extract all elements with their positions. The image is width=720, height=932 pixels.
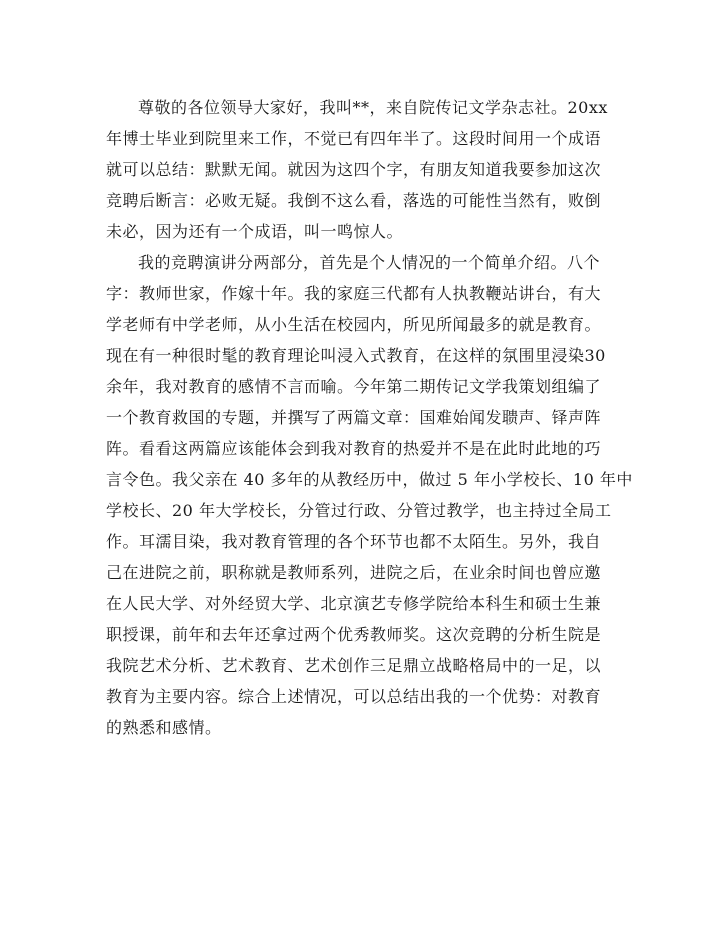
text-line: 我的竞聘演讲分两部分，首先是个人情况的一个简单介绍。八个 (138, 253, 601, 272)
text-line: 现在有一种很时髦的教育理论叫浸入式教育，在这样的氛围里浸染30 (106, 346, 606, 365)
paragraph-1 (106, 92, 626, 247)
text-line: 学校长、20 年大学校长，分管过行政、分管过教学，也主持过全局工 (106, 501, 612, 520)
paragraph-2 (106, 247, 633, 743)
text-line: 阵。看看这两篇应该能体会到我对教育的热爱并不是在此时此地的巧 (106, 439, 602, 458)
text-line: 一个教育救国的专题，并撰写了两篇文章：国难始闻发聩声、铎声阵 (106, 408, 602, 427)
text-line: 作。耳濡目染，我对教育管理的各个环节也都不太陌生。另外，我自 (106, 532, 602, 551)
text-line: 己在进院之前，职称就是教师系列，进院之后，在业余时间也曾应邀 (106, 563, 602, 582)
text-line: 在人民大学、对外经贸大学、北京演艺专修学院给本科生和硕士生兼 (106, 594, 602, 613)
text-line: 言令色。我父亲在 40 多年的从教经历中，做过 5 年小学校长、10 年中 (106, 470, 633, 489)
text-line: 就可以总结：默默无闻。就因为这四个字，有朋友知道我要参加这次 (106, 160, 602, 179)
text-line: 尊敬的各位领导大家好，我叫**，来自院传记文学杂志社。20xx (138, 98, 608, 117)
text-line: 我院艺术分析、艺术教育、艺术创作三足鼎立战略格局中的一足，以 (106, 656, 602, 675)
document-body (106, 92, 633, 743)
text-line: 职授课，前年和去年还拿过两个优秀教师奖。这次竞聘的分析生院是 (106, 625, 602, 644)
text-line: 竞聘后断言：必败无疑。我倒不这么看，落选的可能性当然有，败倒 (106, 191, 602, 210)
text-line: 的熟悉和感情。 (106, 718, 222, 737)
text-line: 年博士毕业到院里来工作，不觉已有四年半了。这段时间用一个成语 (106, 129, 602, 148)
text-line: 教育为主要内容。综合上述情况，可以总结出我的一个优势：对教育 (106, 687, 602, 706)
text-line: 未必，因为还有一个成语，叫一鸣惊人。 (106, 222, 404, 241)
text-line: 余年，我对教育的感情不言而喻。今年第二期传记文学我策划组编了 (106, 377, 602, 396)
text-line: 字：教师世家，作嫁十年。我的家庭三代都有人执教鞭站讲台，有大 (106, 284, 602, 303)
text-line: 学老师有中学老师，从小生活在校园内，所见所闻最多的就是教育。 (106, 315, 602, 334)
